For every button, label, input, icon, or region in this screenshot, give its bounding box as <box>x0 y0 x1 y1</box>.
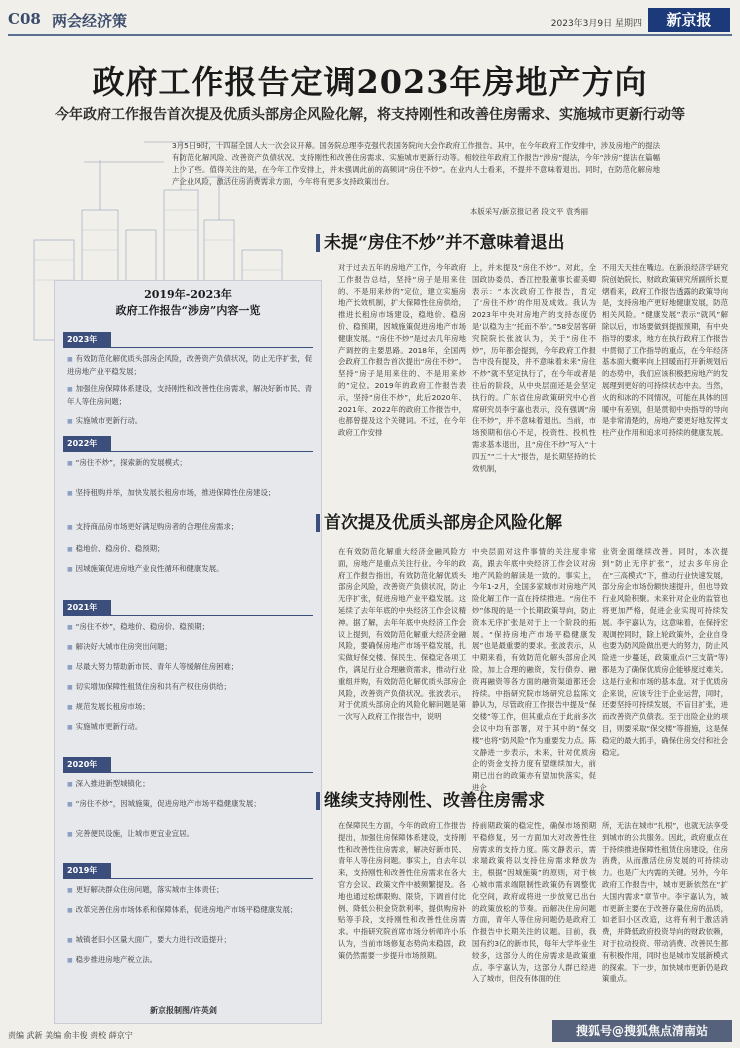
list-item: ■ 尽最大努力帮助新市民、青年人等缓解住房困难； <box>67 661 315 674</box>
divider <box>63 451 313 452</box>
housing-policy-timeline-panel <box>54 280 322 1024</box>
list-item: ■ 更好解决群众住房问题，落实城市主体责任； <box>67 884 315 897</box>
list-item: ■ 有效防范化解优质头部房企风险，改善资产负债状况，防止无序扩张，促进房地产业平稳发展； <box>67 353 315 378</box>
list-item: ■ 实施城市更新行动。 <box>67 721 315 734</box>
graphic-credit: 新京报制图/许英剑 <box>150 1006 217 1015</box>
list-item: ■ 实施城市更新行动。 <box>67 415 315 428</box>
list-item: ■ 因城施策促进房地产业良性循环和健康发展。 <box>67 563 315 576</box>
editors-credit: 责编 武新 美编 俞丰俊 责校 薛京宁 <box>8 1031 133 1040</box>
divider <box>63 347 313 348</box>
section-marker <box>316 234 320 252</box>
year-tab-2023: 2023年 <box>63 332 111 347</box>
list-item: ■ 切实增加保障性租赁住房和共有产权住房供给； <box>67 681 315 694</box>
divider <box>63 615 313 616</box>
list-item: ■ 城镇老旧小区量大面广，要大力进行改造提升； <box>67 934 315 947</box>
year-tab-2021: 2021年 <box>63 600 111 615</box>
year-tab-2019: 2019年 <box>63 863 111 878</box>
section-2-column-2: 中央层面对这件事情的关注度非常高，跟去年底中央经济工作会议对房地产风险的解读是一致的。事实上，今年1-2月，全国多家城市对房地产风险化解工作一直在持续推进。“房住不炒”体现的是一个长期政策导向，防止资本无序扩张是对于上一个阶段的拓展。“保持房地产市场平稳健康发展”也是最重要的要求。张波表示，从中期来看，有效防范化解头部房企风险，加上合理的融资，发行债券、融资再融资等各方面的融资渠道都还会持续。中指研究院市场研究总监陈文静认为，尽管政府工作报告中提及“保交楼”等工作，但其重点在于此前多次会议中均有部署，对于其中的“保交楼”也将“防风险”作为重要发力点。陈文静进一步表示，未来，针对优质房企的资金支持力度有望继续加大，前期已出台的政策亦有望加快落实，促进企 <box>472 547 596 792</box>
section-name: 两会经济策 <box>52 12 128 30</box>
section-marker <box>316 514 320 532</box>
list-item: ■ 改革完善住房市场体系和保障体系，促进房地产市场平稳健康发展； <box>67 904 315 917</box>
list-item: ■ “房住不炒”，因城施策，促进房地产市场平稳健康发展； <box>67 798 315 811</box>
section-marker <box>316 792 320 810</box>
year-tab-2022: 2022年 <box>63 436 111 451</box>
panel-title <box>55 287 321 319</box>
section-3-column-1: 在保障民生方面，今年的政府工作报告提出，加强住房保障体系建设，支持刚性和改善性住房需求，解决好新市民、青年人等住房问题。事实上，自去年以来，支持刚性和改善性住房需求在各大官方会议、政策文件中被频繁提及。各地也通过松绑限购、限贷，下调首付比例、降低公积金贷款利率，提供购房补贴等手段，支持刚性和改善性住房需求。中指研究院首席市场分析师许小乐认为，当前市场修复态势尚未稳固，政策仍然需要一步提升市场预期。 <box>338 821 466 960</box>
panel-title-years: 2019年-2023年 <box>144 288 232 301</box>
list-item: ■ 稳地价、稳房价、稳预期； <box>67 543 315 556</box>
list-item: ■ “房住不炒”，探索新的发展模式； <box>67 457 315 470</box>
section-2-column-3: 业资金面继续改善。同时，本次提到“防止无序扩张”，过去多年房企在“三高模式”下，推动行业快速发展，部分房企市场份额快速提升，但也导致行业风险积聚。未来针对企业的监管也将更加严格，促进企业实现可持续发展。李宇嘉认为，这意味着，在保持宏观调控同时，除上轮政策外，企业自身也要为防风险做出更大的努力，防止风险进一步蔓延，政策重点("三支箭"等)都是为了确保优质房企能够度过难关。这是行业和市场的基本盘。对于优质房企来说，应该专注于企业运营，同时，还要坚持可持续发展，不盲目扩张，进而改善资产负债表。至于出险企业的项目，则要采取“保交楼”等措施，这是保稳定的最大抓手，确保住房交付和社会稳定。 <box>602 547 728 757</box>
page-number: C08 <box>8 10 41 28</box>
section-1-column-1: 对于过去五年的房地产工作，今年政府工作报告总结，坚持“房子是用来住的、不是用来炒的”定位，建立实施房地产长效机制，扩大保障性住房供给，推进长租房市场建设，稳地价、稳房价、稳预期，因城施策促进房地产市场健康发展。“房住不炒”是过去几年房地产调控的主要思路。2018年，全国两会政府工作报告首次提出“房住不炒”。坚持“房子是用来住的、不是用来炒的”定位。2019年的政府工作报告表示，坚持“房住不炒”，此后2020年、2021年、2022年的政府工作报告中，也都曾提及这个关键词。不过，在今年政府工作安排 <box>338 263 466 438</box>
section-title-3: 继续支持刚性、改善住房需求 <box>324 791 545 811</box>
list-item: ■ 稳步推进房地产税立法。 <box>67 954 315 967</box>
list-item: ■ 解决好大城市住房突出问题； <box>67 641 315 654</box>
page-header <box>8 6 732 36</box>
section-2-column-1: 在有效防范化解重大经济金融风险方面，房地产是重点关注行业。今年的政府工作报告指出，有效防范化解优质头部房企风险，改善资产负债状况，防止无序扩张，促进房地产业平稳发展。这延续了去年年底的中央经济工作会议精神。据了解，去年年底中央经济工作会议上提到，有效防范化解重大经济金融风险，要确保房地产市场平稳发展，扎实做好保交楼、保民生、保稳定各项工作，满足行业合理融资需求，推动行业重组并购，有效防范化解优质头部房企风险，改善资产负债状况。张波表示，对于优质头部房企的风险化解问题是第一次写入政府工作报告中，说明 <box>338 547 466 722</box>
byline: 本版采写/新京报记者 段文平 袁秀丽 <box>470 207 589 216</box>
list-item: ■ 规范发展长租房市场； <box>67 701 315 714</box>
list-item: ■ 坚持租购并举，加快发展长租房市场，推进保障性住房建设； <box>67 487 315 500</box>
list-item: ■ 加强住房保障体系建设，支持刚性和改善性住房需求，解决好新市民、青年人等住房问题； <box>67 383 315 408</box>
lead-paragraph: 3月5日9时，十四届全国人大一次会议开幕。国务院总理李克强代表国务院向大会作政府工作报告。其中，在今年政府工作安排中，涉及房地产的提法有防范化解风险、改善资产负债状况、支持刚性和改善住房需求、实施城市更新行动等。相较往年政府工作报告“涉房”提法，今年“涉房”提法在篇幅上少了些。值得关注的是，在今年工作安排上，并未强调此前的高频词“房住不炒”。在业内人士看来，不提并不意味着退出。同时，在防范化解房地产企业风险，激活住房消费需求方面，今年将有更多支持政策出台。 <box>172 141 660 186</box>
issue-date: 2023年3月9日 星期四 <box>550 19 642 29</box>
list-item: ■ 完善便民设施，让城市更宜业宜居。 <box>67 828 315 841</box>
year-tab-2020: 2020年 <box>63 757 111 772</box>
list-item: ■ 支持商品房市场更好满足购房者的合理住房需求； <box>67 521 315 534</box>
source-watermark: 搜狐号@搜狐焦点清南站 <box>552 1020 732 1042</box>
section-3-column-2: 持前期政策的稳定性，确保市场预期平稳修复，另一方面加大对改善性住房需求的支持力度。陈文静表示，需求端政策将以支持住房需求释放为主，根据“因城施策”的原则，对于核心城市需求端限制性政策仍有调整优化空间，政府或将进一步放宽已出台的政策放松的节奏。而解决住房问题方面，青年人等住房问题仍是政府工作报告中长期关注的议题。目前，我国有约3亿的新市民，每年大学毕业生较多，这部分人的住房需求是政策重点。李宇嘉认为，这部分人群已经进入了城市，但没有体面的住 <box>472 821 596 984</box>
subheadline: 今年政府工作报告首次提及优质头部房企风险化解，将支持刚性和改善住房需求、实施城市更新行动等 <box>55 107 685 123</box>
section-1-column-2: 上，并未提及“房住不炒”。对此，全国政协委员、香江控股董事长翟美卿表示：“本次政府工作报告，肯定了‘房住不炒’的作用及成效。我认为2023年中央对房地产的支持态度仍是‘以稳为主’‘托而不举’。”58安居客研究院院长张波认为，关于“房住不炒”，历年都会提到，今年政府工作报告中没有提及，并不意味着未来“房住不炒”就不坚定执行了，在今年或者是往后的阶段，从中央层面还是会坚定执行的。广东省住房政策研究中心首席研究员李宇嘉也表示，没有强调“房住不炒”，并不意味着退出。当前，市场预期和信心不足，投资性、投机性需求基本退出，且“房住不炒”写入“十四五”“二十大”报告，是长期坚持的长效机制， <box>472 263 596 473</box>
section-title-1: 未提“房住不炒”并不意味着退出 <box>324 233 565 253</box>
list-item: ■ “房住不炒”，稳地价、稳房价、稳预期； <box>67 621 315 634</box>
list-item: ■ 深入推进新型城镇化； <box>67 778 315 791</box>
headline: 政府工作报告定调2023年房地产方向 <box>92 63 648 101</box>
panel-title-text: 政府工作报告“涉房”内容一览 <box>115 304 261 317</box>
section-3-column-3: 所，无法在城市“扎根”，也就无法享受到城市的公共服务。因此，政府重点在于持续推进保障性租赁住房建设，住房消费，从而激活住房发展的可持续动力。也是广大内需的关键。另外，今年政府工作报告中，城市更新依然在“扩大国内需求”章节中。李宇嘉认为，城市更新主要在于改善存量住房的品质，如老旧小区改造，这将有利于激活消费，并降低政府投资导向的财政依赖，对于拉动投资、带动消费、改善民生都有积极作用，同时也是城市发展新模式的探索。下一步，加快城市更新仍是政策重点。 <box>602 821 728 984</box>
section-title-2: 首次提及优质头部房企风险化解 <box>324 513 562 533</box>
newspaper-logo: 新京报 <box>648 8 730 32</box>
section-1-column-3: 不用天天挂在嘴边。在新浪经济学研究院创始院长、财政政策研究所副所长夏熠看来，政府工作报告透露的政策导向是，支持房地产更好地健康发展，防范相关风险。“健康发展”表示“就风”解除以后，市场要做到提振预期，有中央指导的要求，地方在执行政府工作报告中贯彻了工作指导的重点，在今年经济基本面大概率向上回暖而打开新规划后的态势中，我们应该积极把房地产的发展理到更好的可持续状态中去。当然，火的和冰的不同情况，可能在具体的回暖中有差别，但是贯彻中央指导的导向是非常清楚的，房地产要更好地发挥支柱产业作用和追求可持续的健康发展。 <box>602 263 728 438</box>
divider <box>63 878 313 879</box>
divider <box>63 772 313 773</box>
